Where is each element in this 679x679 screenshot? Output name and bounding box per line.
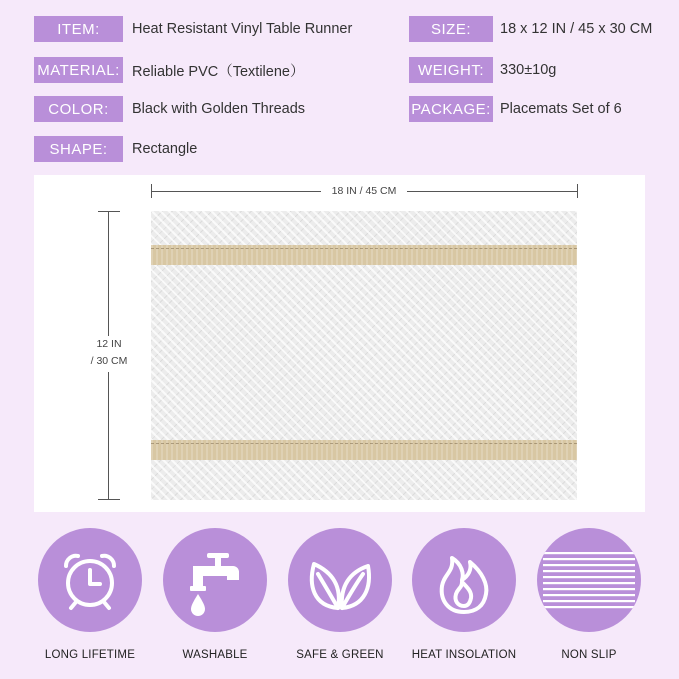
feature-label-safe-green: SAFE & GREEN: [296, 649, 384, 661]
package-label: PACKAGE:: [409, 96, 493, 122]
weight-label: WEIGHT:: [409, 57, 493, 83]
feature-safe-green: [288, 528, 392, 632]
weight-value: 330±10g: [500, 62, 557, 78]
material-value: Reliable PVC（Textilene）: [132, 63, 305, 80]
feature-label-washable: WASHABLE: [182, 649, 248, 661]
flame-icon: [412, 528, 516, 632]
item-label: ITEM:: [34, 16, 123, 42]
feature-non-slip: [537, 528, 641, 632]
shape-value: Rectangle: [132, 141, 198, 157]
placemat-image: [151, 211, 577, 500]
shape-label: SHAPE:: [34, 136, 123, 162]
package-value: Placemats Set of 6: [500, 101, 622, 117]
size-label: SIZE:: [409, 16, 493, 42]
width-dimension-tick-right: [577, 184, 578, 198]
leaves-icon: [288, 528, 392, 632]
non-slip-lines-icon: [537, 528, 641, 632]
height-dimension-tick-bottom: [98, 499, 120, 500]
alarm-clock-icon: [38, 528, 142, 632]
feature-heat-insolation: [412, 528, 516, 632]
height-dimension-tick-top: [98, 211, 120, 212]
width-dimension-label: 18 IN / 45 CM: [321, 184, 407, 198]
width-dimension-tick-left: [151, 184, 152, 198]
feature-long-lifetime: [38, 528, 142, 632]
material-label: MATERIAL:: [34, 57, 123, 83]
feature-label-long-lifetime: LONG LIFETIME: [44, 649, 136, 661]
height-dimension-label: [80, 336, 138, 372]
color-value: Black with Golden Threads: [132, 101, 306, 117]
placemat-top-band: [151, 245, 577, 265]
feature-label-heat-insolation: HEAT INSOLATION: [411, 649, 517, 661]
item-value: Heat Resistant Vinyl Table Runner: [132, 21, 353, 37]
placemat-bottom-band: [151, 440, 577, 460]
height-dimension-label-line1: 12 IN: [96, 338, 122, 350]
feature-washable: [163, 528, 267, 632]
color-label: COLOR:: [34, 96, 123, 122]
faucet-icon: [163, 528, 267, 632]
feature-label-non-slip: NON SLIP: [561, 649, 617, 661]
height-dimension-label-line2: / 30 CM: [90, 355, 128, 367]
size-value: 18 x 12 IN / 45 x 30 CM: [500, 21, 653, 37]
